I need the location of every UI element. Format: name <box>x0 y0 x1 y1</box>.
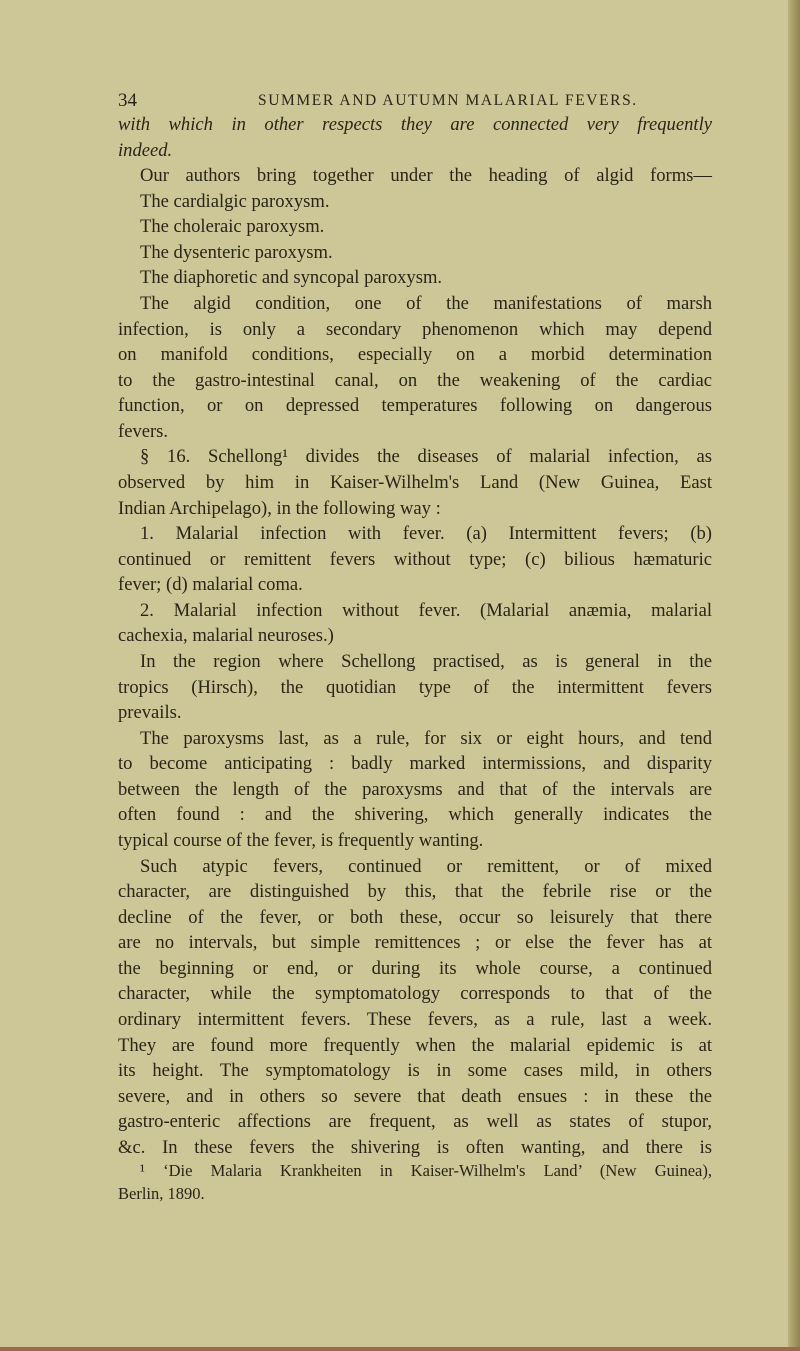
text-line: ordinary intermittent fevers. These fevers, as a rule, last a week. <box>118 1008 712 1030</box>
text-line: In the region where Schellong practised, as is general in the <box>140 650 712 672</box>
text-line: between the length of the paroxysms and that of the intervals are <box>118 778 712 800</box>
text-line: infection, is only a secondary phenomenon which may depend <box>118 318 712 340</box>
text-line: The choleraic paroxysm. <box>140 216 325 238</box>
text-line: typical course of the fever, is frequently wanting. <box>118 829 484 851</box>
text-line: prevails. <box>118 702 182 724</box>
footnote-line: ¹ ‘Die Malaria Krankheiten in Kaiser-Wilhelm's Land’ (New Guinea), <box>140 1161 712 1180</box>
text-line: indeed. <box>118 139 173 161</box>
text-line: observed by him in Kaiser-Wilhelm's Land (New Guinea, East <box>118 471 712 493</box>
text-line: The dysenteric paroxysm. <box>140 241 333 263</box>
text-line: continued or remittent fevers without type; (c) bilious hæmaturic <box>118 548 712 570</box>
running-title: SUMMER AND AUTUMN MALARIAL FEVERS. <box>258 92 638 109</box>
text-line: function, or on depressed temperatures following on dangerous <box>118 395 712 417</box>
running-header <box>118 90 712 112</box>
text-line: 1. Malarial infection with fever. (a) Intermittent fevers; (b) <box>140 523 712 545</box>
text-line: 2. Malarial infection without fever. (Malarial anæmia, malarial <box>140 599 712 621</box>
page-number: 34 <box>118 90 137 111</box>
text-line: The algid condition, one of the manifestations of marsh <box>140 292 712 314</box>
text-line: Our authors bring together under the heading of algid forms— <box>140 165 712 187</box>
text-line: Indian Archipelago), in the following way : <box>118 497 441 519</box>
text-line: The paroxysms last, as a rule, for six or eight hours, and tend <box>140 727 712 749</box>
text-line: cachexia, malarial neuroses.) <box>118 625 334 647</box>
text-line: on manifold conditions, especially on a morbid determination <box>118 344 712 366</box>
text-line: fevers. <box>118 420 169 442</box>
text-line: Such atypic fevers, continued or remittent, or of mixed <box>140 855 712 877</box>
text-line: with which in other respects they are connected very frequently <box>118 114 712 135</box>
text-line: They are found more frequently when the malarial epidemic is at <box>118 1034 712 1056</box>
text-line: character, while the symptomatology corresponds to that of the <box>118 983 712 1005</box>
text-line: tropics (Hirsch), the quotidian type of the intermittent fevers <box>118 676 712 698</box>
text-line: fever; (d) malarial coma. <box>118 574 303 596</box>
text-line: &c. In these fevers the shivering is often wanting, and there is <box>118 1136 712 1158</box>
text-line: § 16. Schellong¹ divides the diseases of malarial infection, as <box>140 446 712 468</box>
text-line: character, are distinguished by this, that the febrile rise or the <box>118 881 712 903</box>
text-line: to become anticipating : badly marked intermissions, and disparity <box>118 753 712 775</box>
text-line: often found : and the shivering, which generally indicates the <box>118 804 712 826</box>
text-line: The cardialgic paroxysm. <box>140 190 330 212</box>
text-line: decline of the fever, or both these, occur so leisurely that there <box>118 906 712 928</box>
text-line: severe, and in others so severe that death ensues : in these the <box>118 1085 712 1107</box>
text-line: gastro-enteric affections are frequent, as well as states of stupor, <box>118 1111 712 1133</box>
page-edge <box>788 0 800 1351</box>
text-line: its height. The symptomatology is in some cases mild, in others <box>118 1060 712 1082</box>
text-line: to the gastro-intestinal canal, on the weakening of the cardiac <box>118 369 712 391</box>
page-bottom-edge <box>0 1347 800 1351</box>
text-line: The diaphoretic and syncopal paroxysm. <box>140 267 443 289</box>
text-line: the beginning or end, or during its whole course, a continued <box>118 957 712 979</box>
text-line: are no intervals, but simple remittences ; or else the fever has at <box>118 932 712 954</box>
footnote-line: Berlin, 1890. <box>118 1184 205 1203</box>
